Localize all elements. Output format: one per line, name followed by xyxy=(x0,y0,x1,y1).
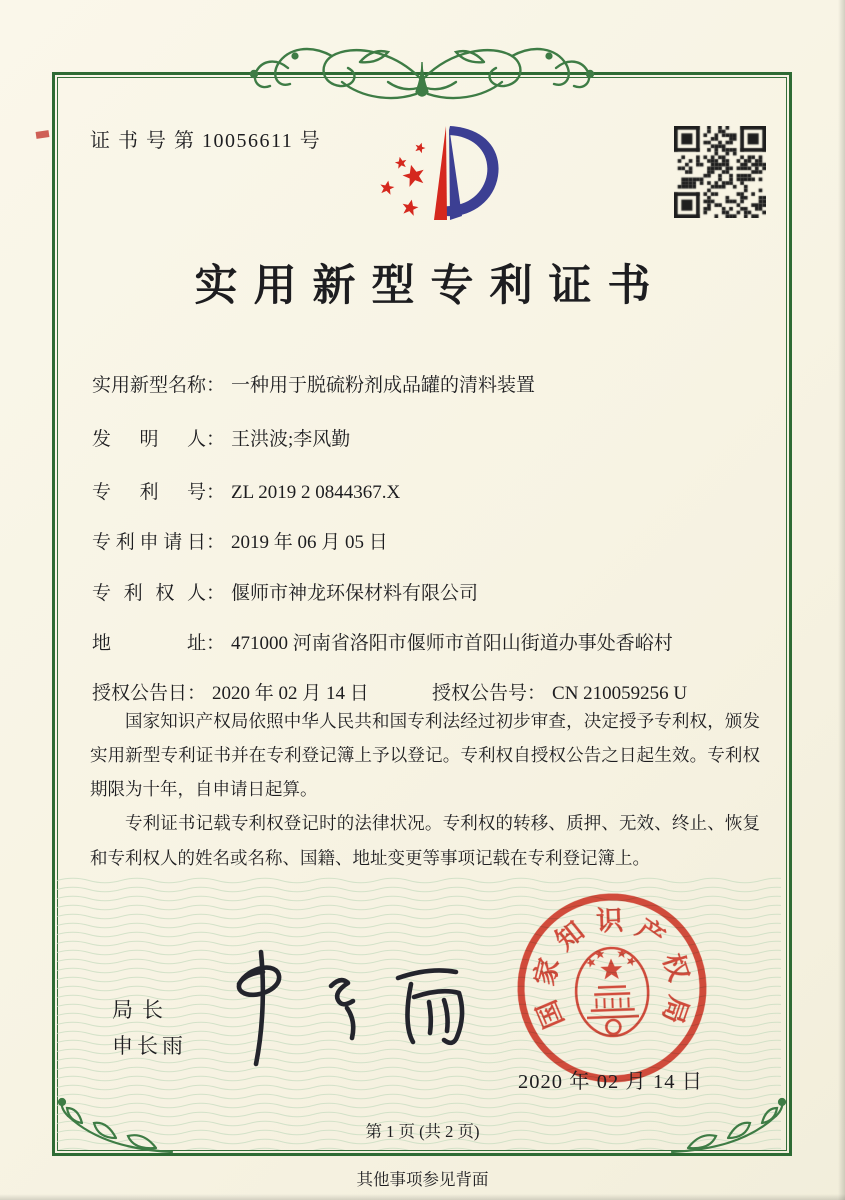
colon: ： xyxy=(187,683,207,704)
red-registrar-mark xyxy=(36,130,50,139)
official-seal xyxy=(509,885,716,1092)
colon: ： xyxy=(206,633,226,654)
seal-char: 家 xyxy=(529,955,565,989)
seal-char: 权 xyxy=(657,949,695,985)
back-side-note: 其他事项参见背面 xyxy=(356,1170,489,1189)
legal-text xyxy=(90,704,760,875)
colon: ： xyxy=(206,429,226,450)
legal-paragraph-1: 国家知识产权局依照中华人民共和国专利法经过初步审查，决定授予专利权，颁发实用新型专利证书并在专利登记簿上予以登记。专利权自授权公告之日起生效。专利权期限为十年，自申请日起算。 xyxy=(90,711,760,800)
top-flourish-ornament xyxy=(192,38,652,114)
field-value: ZL 2019 2 0844367.X xyxy=(231,482,401,503)
field-row-grant xyxy=(92,678,688,705)
scan-edge-right xyxy=(838,0,845,1200)
field-row-inventor xyxy=(92,424,350,451)
certificate-number: 证 书 号 第 10056611 号 xyxy=(90,130,322,152)
seal-char: 局 xyxy=(656,992,694,1028)
field-value: 471000 河南省洛阳市偃师市首阳山街道办事处香峪村 xyxy=(231,633,673,654)
field-value: 王洪波;李风勤 xyxy=(231,429,351,450)
seal-char: 产 xyxy=(630,913,671,954)
grant-number-value: CN 210059256 U xyxy=(552,683,688,704)
field-label: 发明人 xyxy=(92,429,206,450)
field-value: 一种用于脱硫粉剂成品罐的清料装置 xyxy=(231,375,536,396)
field-label: 实用新型名称 xyxy=(92,375,207,396)
grant-number-label: 授权公告号 xyxy=(432,683,528,704)
colon: ： xyxy=(527,683,547,704)
page-number: 第 1 页 (共 2 页) xyxy=(365,1122,480,1141)
national-emblem-icon xyxy=(575,947,650,1037)
signature-icon xyxy=(215,942,475,1072)
field-row-name xyxy=(92,370,535,397)
grant-date-value: 2020 年 02 月 14 日 xyxy=(212,683,369,704)
colon: ： xyxy=(206,482,226,503)
qr-code xyxy=(674,126,766,218)
director-post: 局长 xyxy=(112,998,172,1022)
colon: ： xyxy=(206,583,226,604)
field-label: 地址 xyxy=(92,633,206,654)
field-row-address xyxy=(92,628,673,655)
grant-date-label: 授权公告日 xyxy=(92,683,188,704)
scan-edge-bottom xyxy=(0,1194,845,1200)
field-value: 2019 年 06 月 05 日 xyxy=(231,532,388,553)
seal-char: 识 xyxy=(595,905,624,937)
field-label: 专利申请日 xyxy=(92,532,206,553)
field-label: 专利号 xyxy=(92,482,206,503)
colon: ： xyxy=(206,375,226,396)
seal-char: 国 xyxy=(531,995,570,1033)
field-value: 偃师市神龙环保材料有限公司 xyxy=(231,583,479,604)
field-label: 专利权人 xyxy=(92,583,206,604)
field-row-patentee xyxy=(92,578,478,605)
director-name: 申长雨 xyxy=(112,1034,187,1058)
seal-char: 知 xyxy=(549,915,590,957)
field-row-filing-date xyxy=(92,527,388,554)
certificate-title: 实用新型专利证书 xyxy=(194,263,667,310)
cnipa-logo-icon xyxy=(350,118,508,232)
seal-date: 2020 年 02 月 14 日 xyxy=(518,1071,704,1093)
grant-number xyxy=(432,678,687,705)
legal-paragraph-2: 专利证书记载专利权登记时的法律状况。专利权的转移、质押、无效、终止、恢复和专利权人的姓名或名称、国籍、地址变更等事项记载在专利登记簿上。 xyxy=(90,813,760,868)
field-row-patent-number xyxy=(92,477,400,504)
colon: ： xyxy=(206,532,226,553)
